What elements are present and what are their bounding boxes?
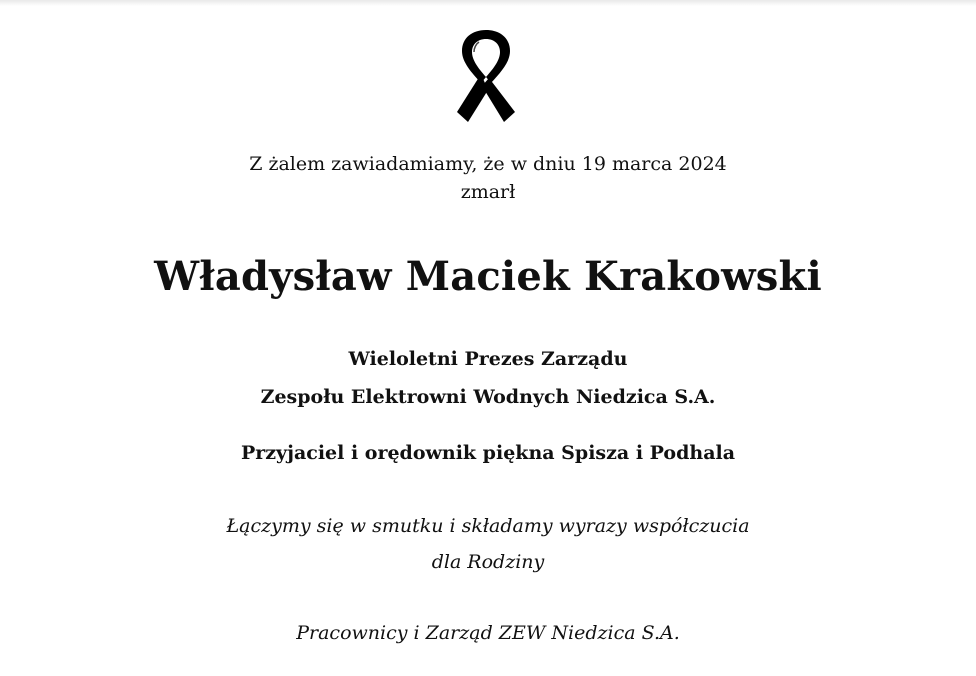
deceased-name: Władysław Maciek Krakowski xyxy=(154,253,822,300)
signature: Pracownicy i Zarząd ZEW Niedzica S.A. xyxy=(296,622,680,644)
tribute-line: Przyjaciel i orędownik piękna Spisza i Podhala xyxy=(240,442,736,464)
condolence-line: Łączymy się w smutku i składamy wyrazy współczucia xyxy=(226,515,750,537)
intro-verb: zmarł xyxy=(460,181,516,203)
company-line: Zespołu Elektrowni Wodnych Niedzica S.A. xyxy=(260,386,716,408)
mourning-ribbon-icon xyxy=(455,28,517,124)
condolence-recipient: dla Rodziny xyxy=(431,551,545,573)
intro-line: Z żalem zawiadamiamy, że w dniu 19 marca 2024 xyxy=(249,153,727,175)
role-line: Wieloletni Prezes Zarządu xyxy=(348,348,628,370)
